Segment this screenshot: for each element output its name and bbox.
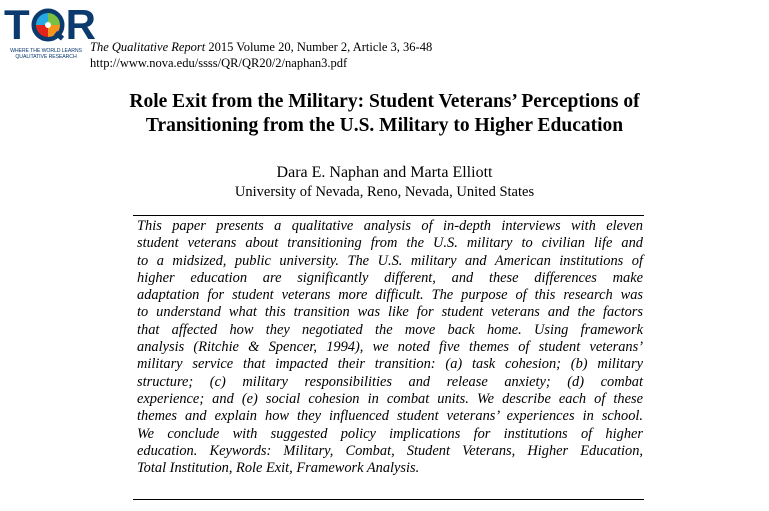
journal-volume-info: 2015 Volume 20, Number 2, Article 3, 36-48 <box>205 40 433 54</box>
tqr-logo <box>4 1 96 66</box>
abstract-block <box>137 218 643 477</box>
logo-letter-r: R <box>65 1 96 48</box>
abstract-line: to a midsized, public university. The U.S. military and American institutions of <box>137 252 643 269</box>
abstract-line: to understand what this transition was like for student veterans and the factors <box>137 304 643 321</box>
abstract-top-rule <box>133 215 644 216</box>
logo-tagline-line2: QUALITATIVE RESEARCH <box>15 54 77 60</box>
abstract-line: that affected how they negotiated the move back home. Using framework <box>137 321 643 338</box>
logo-q-flower-icon <box>31 8 65 42</box>
abstract-line: military service that impacted their transition: (a) task cohesion; (b) military <box>137 356 643 373</box>
abstract-line: Total Institution, Role Exit, Framework Analysis. <box>137 460 420 477</box>
logo-tagline-line1: WHERE THE WORLD LEARNS <box>10 48 82 54</box>
abstract-bottom-rule <box>133 499 644 500</box>
abstract-line: higher education are significantly different, and these differences make <box>137 269 643 286</box>
title-line-1: Role Exit from the Military: Student Veterans’ Perceptions of <box>129 91 640 112</box>
paper-authors: Dara E. Naphan and Marta Elliott <box>276 164 493 181</box>
paper-title <box>0 90 769 138</box>
abstract-line: structure; (c) military responsibilities and release anxiety; (d) combat <box>137 373 643 390</box>
journal-header <box>90 39 432 71</box>
abstract-line: experience; and (e) social cohesion in combat units. We describe each of these <box>137 390 643 407</box>
abstract-line: analysis (Ritchie & Spencer, 1994), we noted five themes of student veterans’ <box>137 339 643 356</box>
abstract-line: education. Keywords: Military, Combat, Student Veterans, Higher Education, <box>137 442 643 459</box>
abstract-line: student veterans about transitioning from the U.S. military to civilian life and <box>137 235 643 252</box>
logo-letter-t: T <box>4 1 30 48</box>
abstract-line: themes and explain how they influenced student veterans’ experiences in school. <box>137 408 643 425</box>
abstract-line: This paper presents a qualitative analysis of in-depth interviews with eleven <box>137 218 643 234</box>
journal-name: The Qualitative Report <box>90 40 206 54</box>
logo-tagline <box>10 48 82 60</box>
title-line-2: Transitioning from the U.S. Military to Higher Education <box>145 115 624 136</box>
author-affiliation: University of Nevada, Reno, Nevada, United States <box>234 184 535 200</box>
journal-citation <box>90 39 432 55</box>
abstract-line: We conclude with suggested policy implications for institutions of higher <box>137 425 643 442</box>
article-url[interactable]: http://www.nova.edu/ssss/QR/QR20/2/naphan3.pdf <box>90 56 348 70</box>
logo-wordmark <box>4 1 96 48</box>
abstract-line: adaptation for student veterans more difficult. The purpose of this research was <box>137 287 643 304</box>
